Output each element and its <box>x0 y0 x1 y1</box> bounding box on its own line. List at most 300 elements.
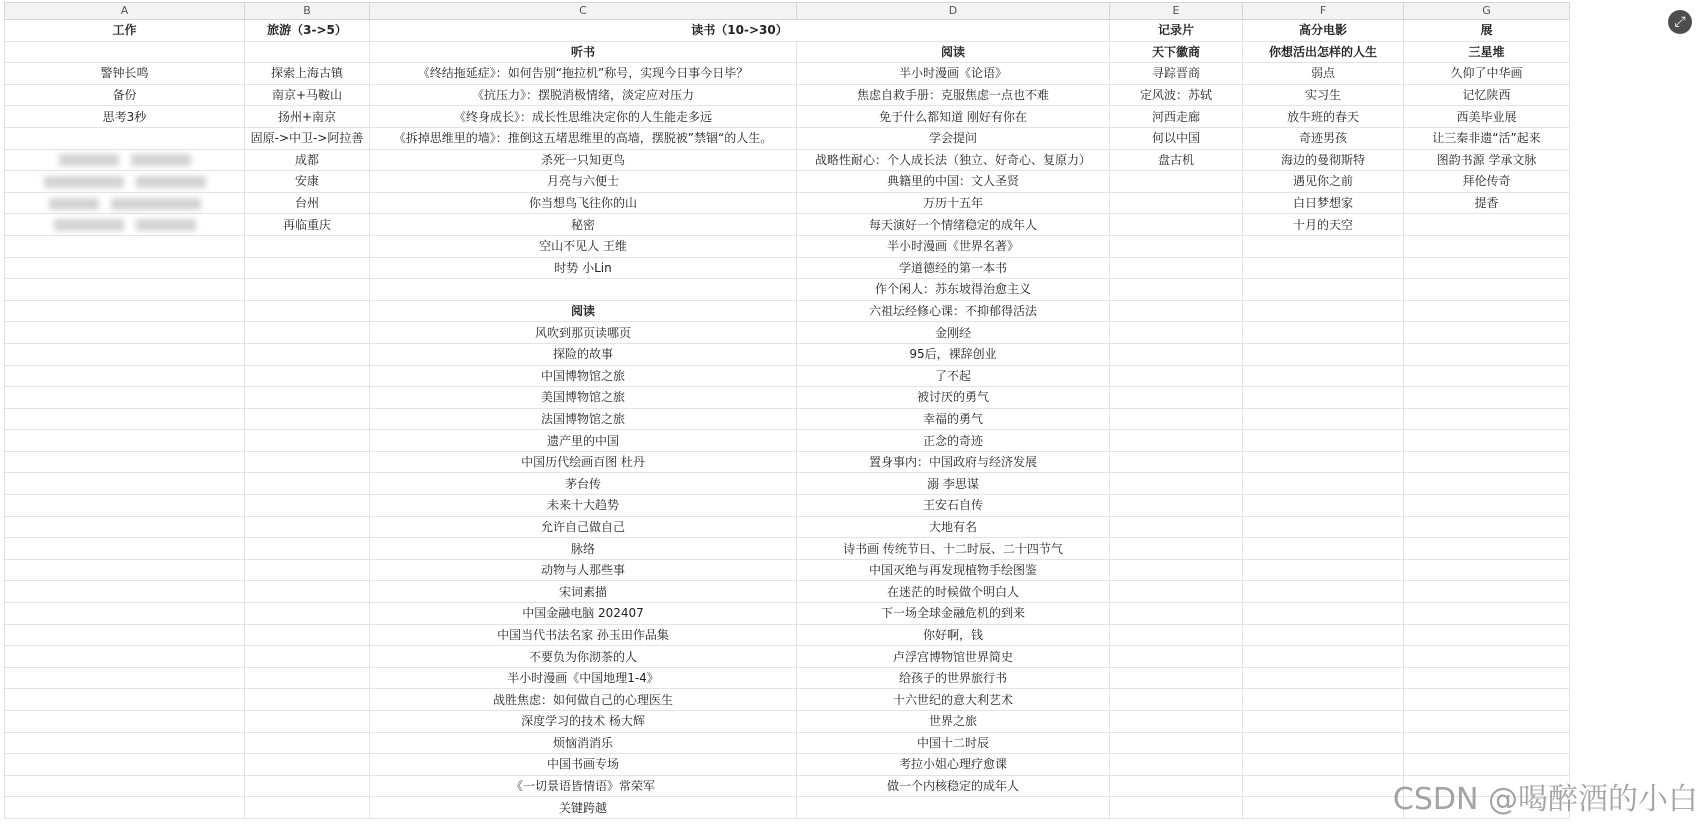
table-cell[interactable] <box>1110 624 1243 646</box>
table-cell[interactable] <box>1110 214 1243 236</box>
table-cell[interactable]: 中国当代书法名家 孙玉田作品集 <box>370 624 797 646</box>
table-cell[interactable] <box>245 797 370 819</box>
redacted-block <box>136 219 196 231</box>
table-cell[interactable] <box>5 41 245 63</box>
table-cell[interactable] <box>1243 387 1404 409</box>
table-cell[interactable] <box>245 689 370 711</box>
table-cell[interactable] <box>1110 387 1243 409</box>
table-cell[interactable]: 《抗压力》：摆脱消极情绪，淡定应对压力 <box>370 84 797 106</box>
table-cell[interactable] <box>5 624 245 646</box>
table-cell[interactable] <box>1404 516 1570 538</box>
table-cell[interactable]: 成都 <box>245 149 370 171</box>
table-cell[interactable] <box>5 235 245 257</box>
table-cell[interactable]: 遇见你之前 <box>1243 171 1404 193</box>
column-header[interactable]: G <box>1404 3 1570 20</box>
table-cell[interactable]: 茅台传 <box>370 473 797 495</box>
table-cell[interactable] <box>245 430 370 452</box>
table-cell[interactable] <box>1404 667 1570 689</box>
table-cell[interactable] <box>1243 451 1404 473</box>
table-cell[interactable]: 溺 李思谋 <box>797 473 1110 495</box>
table-row <box>5 387 1570 409</box>
table-cell[interactable] <box>1243 624 1404 646</box>
table-cell[interactable] <box>5 732 245 754</box>
table-cell[interactable] <box>245 235 370 257</box>
table-cell[interactable]: 未来十大趋势 <box>370 495 797 517</box>
table-cell[interactable]: 半小时漫画《中国地理1-4》 <box>370 667 797 689</box>
table-cell[interactable]: 定风波：苏轼 <box>1110 84 1243 106</box>
table-row <box>5 667 1570 689</box>
table-cell[interactable]: 你想活出怎样的人生 <box>1243 41 1404 63</box>
table-cell[interactable]: 95后，裸辞创业 <box>797 343 1110 365</box>
table-cell[interactable] <box>1110 408 1243 430</box>
table-cell[interactable]: 南京+马鞍山 <box>245 84 370 106</box>
table-row <box>5 797 1570 819</box>
table-cell[interactable] <box>5 797 245 819</box>
table-cell[interactable]: 中国书画专场 <box>370 754 797 776</box>
table-cell[interactable] <box>1110 257 1243 279</box>
table-cell[interactable] <box>5 516 245 538</box>
table-cell[interactable] <box>1110 775 1243 797</box>
table-cell[interactable]: 提香 <box>1404 192 1570 214</box>
table-cell[interactable] <box>1243 300 1404 322</box>
table-cell[interactable] <box>245 300 370 322</box>
table-cell[interactable] <box>1110 430 1243 452</box>
table-row <box>5 365 1570 387</box>
table-cell[interactable] <box>1243 797 1404 819</box>
column-header[interactable]: A <box>5 3 245 20</box>
table-cell[interactable]: 了不起 <box>797 365 1110 387</box>
table-cell[interactable] <box>245 581 370 603</box>
column-header[interactable]: D <box>797 3 1110 20</box>
table-cell[interactable] <box>1110 516 1243 538</box>
table-cell[interactable] <box>1243 581 1404 603</box>
table-cell[interactable] <box>1110 322 1243 344</box>
table-cell[interactable] <box>1110 279 1243 301</box>
table-cell[interactable]: 中国灭绝与再发现植物手绘图鉴 <box>797 559 1110 581</box>
table-cell[interactable] <box>1243 516 1404 538</box>
table-cell[interactable]: 扬州+南京 <box>245 106 370 128</box>
table-cell[interactable] <box>245 343 370 365</box>
table-cell[interactable]: 关键跨越 <box>370 797 797 819</box>
table-cell[interactable] <box>5 192 245 214</box>
table-cell[interactable] <box>1243 343 1404 365</box>
table-row <box>5 214 1570 236</box>
table-row <box>5 279 1570 301</box>
table-cell[interactable] <box>1404 538 1570 560</box>
table-cell[interactable]: 寻踪晋商 <box>1110 63 1243 85</box>
table-cell[interactable]: 弱点 <box>1243 63 1404 85</box>
table-cell[interactable]: 法国博物馆之旅 <box>370 408 797 430</box>
table-cell[interactable] <box>5 365 245 387</box>
header-cell-movies[interactable]: 高分电影 <box>1243 20 1404 42</box>
table-cell[interactable]: 十月的天空 <box>1243 214 1404 236</box>
table-cell[interactable] <box>1243 603 1404 625</box>
table-cell[interactable] <box>5 581 245 603</box>
table-row <box>5 646 1570 668</box>
table-cell[interactable] <box>5 495 245 517</box>
table-cell[interactable]: 你当想鸟飞往你的山 <box>370 192 797 214</box>
table-cell[interactable] <box>1110 538 1243 560</box>
table-cell[interactable] <box>245 41 370 63</box>
table-cell[interactable] <box>5 711 245 733</box>
table-cell[interactable]: 《拆掉思维里的墙》：推倒这五堵思维里的高墙，摆脱被”禁锢“的人生。 <box>370 127 797 149</box>
table-cell[interactable] <box>1110 171 1243 193</box>
table-cell[interactable] <box>1243 473 1404 495</box>
table-cell[interactable] <box>1404 754 1570 776</box>
table-cell[interactable]: 作个闲人：苏东坡得治愈主义 <box>797 279 1110 301</box>
table-cell[interactable] <box>245 279 370 301</box>
table-cell[interactable] <box>5 538 245 560</box>
table-cell[interactable]: 万历十五年 <box>797 192 1110 214</box>
table-cell[interactable]: 王安石自传 <box>797 495 1110 517</box>
table-cell[interactable] <box>5 451 245 473</box>
table-cell[interactable]: 《终身成长》：成长性思维决定你的人生能走多远 <box>370 106 797 128</box>
table-cell[interactable]: 图韵书源 学承文脉 <box>1404 149 1570 171</box>
table-cell[interactable]: 何以中国 <box>1110 127 1243 149</box>
table-cell[interactable] <box>245 451 370 473</box>
table-cell[interactable] <box>1243 559 1404 581</box>
table-cell[interactable] <box>1110 797 1243 819</box>
table-row <box>5 171 1570 193</box>
table-row <box>5 624 1570 646</box>
table-cell[interactable]: 学会提问 <box>797 127 1110 149</box>
table-cell[interactable] <box>5 171 245 193</box>
table-cell[interactable]: 焦虑自救手册：克服焦虑一点也不难 <box>797 84 1110 106</box>
table-row <box>5 408 1570 430</box>
table-cell[interactable] <box>1243 365 1404 387</box>
table-cell[interactable] <box>1243 689 1404 711</box>
table-cell[interactable] <box>5 343 245 365</box>
table-cell[interactable] <box>245 408 370 430</box>
table-cell[interactable]: 西美毕业展 <box>1404 106 1570 128</box>
table-cell[interactable]: 白日梦想家 <box>1243 192 1404 214</box>
table-row <box>5 343 1570 365</box>
table-cell[interactable] <box>1404 235 1570 257</box>
table-cell[interactable]: 盘古机 <box>1110 149 1243 171</box>
table-cell[interactable] <box>1243 279 1404 301</box>
table-cell[interactable]: 不要负为你沏茶的人 <box>370 646 797 668</box>
table-cell[interactable] <box>245 495 370 517</box>
table-cell[interactable]: 记忆陕西 <box>1404 84 1570 106</box>
table-cell[interactable] <box>1110 689 1243 711</box>
header-cell-travel[interactable]: 旅游（3->5） <box>245 20 370 42</box>
table-cell[interactable] <box>5 430 245 452</box>
table-cell[interactable]: 美国博物馆之旅 <box>370 387 797 409</box>
table-cell[interactable]: 固原->中卫->阿拉善 <box>245 127 370 149</box>
table-cell[interactable]: 探险的故事 <box>370 343 797 365</box>
table-cell[interactable]: 天下徽商 <box>1110 41 1243 63</box>
table-cell[interactable]: 思考3秒 <box>5 106 245 128</box>
table-cell[interactable]: 宋词素描 <box>370 581 797 603</box>
table-cell[interactable] <box>1243 667 1404 689</box>
table-row <box>5 127 1570 149</box>
table-cell[interactable]: 阅读 <box>797 41 1110 63</box>
table-cell[interactable] <box>370 279 797 301</box>
table-cell[interactable] <box>5 473 245 495</box>
table-cell[interactable]: 月亮与六便士 <box>370 171 797 193</box>
table-row <box>5 473 1570 495</box>
table-cell[interactable] <box>245 365 370 387</box>
table-cell[interactable]: 放牛班的春天 <box>1243 106 1404 128</box>
table-cell[interactable] <box>5 689 245 711</box>
table-cell[interactable] <box>5 279 245 301</box>
header-cell-documentary[interactable]: 记录片 <box>1110 20 1243 42</box>
table-cell[interactable]: 六祖坛经修心课：不抑郁得活法 <box>797 300 1110 322</box>
table-cell[interactable]: 《一切景语皆情语》常荣军 <box>370 775 797 797</box>
table-cell[interactable] <box>1110 711 1243 733</box>
table-cell[interactable]: 久仰了中华画 <box>1404 63 1570 85</box>
redacted-block <box>54 219 124 231</box>
table-row <box>5 451 1570 473</box>
table-cell[interactable]: 被讨厌的勇气 <box>797 387 1110 409</box>
table-cell[interactable] <box>1404 581 1570 603</box>
table-cell[interactable] <box>1404 732 1570 754</box>
table-cell[interactable] <box>245 516 370 538</box>
table-cell[interactable] <box>245 754 370 776</box>
table-cell[interactable]: 实习生 <box>1243 84 1404 106</box>
table-row <box>5 41 1570 63</box>
table-row <box>5 538 1570 560</box>
table-row <box>5 63 1570 85</box>
table-cell[interactable] <box>1110 451 1243 473</box>
table-cell[interactable]: 在迷茫的时候做个明白人 <box>797 581 1110 603</box>
table-cell[interactable] <box>1404 646 1570 668</box>
column-header[interactable]: F <box>1243 3 1404 20</box>
table-cell[interactable]: 金刚经 <box>797 322 1110 344</box>
table-cell[interactable] <box>1404 300 1570 322</box>
table-cell[interactable] <box>5 754 245 776</box>
table-cell[interactable]: 中国历代绘画百图 杜丹 <box>370 451 797 473</box>
table-cell[interactable]: 时势 小Lin <box>370 257 797 279</box>
redacted-block <box>111 198 201 210</box>
table-cell[interactable] <box>1243 538 1404 560</box>
table-cell[interactable] <box>1243 235 1404 257</box>
table-cell[interactable] <box>1110 646 1243 668</box>
table-cell[interactable] <box>1404 559 1570 581</box>
table-cell[interactable] <box>1404 257 1570 279</box>
table-row <box>5 257 1570 279</box>
table-cell[interactable] <box>1110 603 1243 625</box>
table-cell[interactable] <box>1404 430 1570 452</box>
table-cell[interactable]: 奇迹男孩 <box>1243 127 1404 149</box>
table-row <box>5 581 1570 603</box>
table-cell[interactable] <box>797 797 1110 819</box>
table-cell[interactable]: 战胜焦虑：如何做自己的心理医生 <box>370 689 797 711</box>
table-cell[interactable] <box>1243 495 1404 517</box>
table-cell[interactable] <box>1404 624 1570 646</box>
table-cell[interactable] <box>5 127 245 149</box>
table-cell[interactable] <box>245 646 370 668</box>
table-cell[interactable]: 战略性耐心：个人成长法（独立、好奇心、复原力） <box>797 149 1110 171</box>
table-cell[interactable] <box>5 408 245 430</box>
table-cell[interactable]: 中国十二时辰 <box>797 732 1110 754</box>
redacted-block <box>136 176 206 188</box>
column-header[interactable]: C <box>370 3 797 20</box>
header-cell-exhibition[interactable]: 展 <box>1404 20 1570 42</box>
table-cell[interactable] <box>1404 343 1570 365</box>
table-cell[interactable] <box>5 667 245 689</box>
table-cell[interactable] <box>245 473 370 495</box>
table-cell[interactable]: 让三秦非遗“活”起来 <box>1404 127 1570 149</box>
table-cell[interactable] <box>5 214 245 236</box>
table-cell[interactable]: 免于什么都知道 刚好有你在 <box>797 106 1110 128</box>
table-row <box>5 106 1570 128</box>
table-cell[interactable]: 十六世纪的意大利艺术 <box>797 689 1110 711</box>
title-row <box>5 20 1570 42</box>
table-cell[interactable]: 考拉小姐心理疗愈课 <box>797 754 1110 776</box>
table-row <box>5 559 1570 581</box>
table-cell[interactable] <box>245 624 370 646</box>
table-cell[interactable] <box>1243 754 1404 776</box>
table-cell[interactable]: 你好啊，钱 <box>797 624 1110 646</box>
table-cell[interactable] <box>1404 603 1570 625</box>
table-cell[interactable] <box>245 711 370 733</box>
table-cell[interactable]: 风吹到那页读哪页 <box>370 322 797 344</box>
table-cell[interactable]: 卢浮宫博物馆世界简史 <box>797 646 1110 668</box>
table-cell[interactable] <box>1110 754 1243 776</box>
table-cell[interactable] <box>1404 279 1570 301</box>
table-cell[interactable]: 阅读 <box>370 300 797 322</box>
table-cell[interactable] <box>1404 451 1570 473</box>
table-row <box>5 192 1570 214</box>
table-cell[interactable] <box>1404 473 1570 495</box>
header-cell-work[interactable]: 工作 <box>5 20 245 42</box>
table-cell[interactable] <box>1243 775 1404 797</box>
table-cell[interactable]: 动物与人那些事 <box>370 559 797 581</box>
table-row <box>5 516 1570 538</box>
table-cell[interactable] <box>1404 689 1570 711</box>
table-cell[interactable]: 给孩子的世界旅行书 <box>797 667 1110 689</box>
table-row <box>5 149 1570 171</box>
table-cell[interactable] <box>5 603 245 625</box>
table-cell[interactable] <box>1110 667 1243 689</box>
table-cell[interactable]: 再临重庆 <box>245 214 370 236</box>
redacted-block <box>44 176 124 188</box>
table-cell[interactable]: 幸福的勇气 <box>797 408 1110 430</box>
table-cell[interactable] <box>5 646 245 668</box>
table-cell[interactable]: 置身事内：中国政府与经济发展 <box>797 451 1110 473</box>
table-cell[interactable] <box>1110 495 1243 517</box>
table-cell[interactable]: 下一场全球金融危机的到来 <box>797 603 1110 625</box>
table-cell[interactable] <box>245 322 370 344</box>
table-cell[interactable] <box>1110 235 1243 257</box>
table-cell[interactable] <box>1110 300 1243 322</box>
table-cell[interactable]: 中国金融电脑 202407 <box>370 603 797 625</box>
table-cell[interactable] <box>1243 322 1404 344</box>
table-cell[interactable] <box>1110 365 1243 387</box>
table-row <box>5 495 1570 517</box>
table-cell[interactable] <box>245 775 370 797</box>
table-cell[interactable]: 中国博物馆之旅 <box>370 365 797 387</box>
table-cell[interactable]: 听书 <box>370 41 797 63</box>
table-cell[interactable]: 杀死一只知更鸟 <box>370 149 797 171</box>
table-cell[interactable] <box>1404 365 1570 387</box>
table-cell[interactable] <box>1404 387 1570 409</box>
table-cell[interactable]: 烦恼消消乐 <box>370 732 797 754</box>
expand-icon[interactable]: ⤢ <box>1668 10 1692 34</box>
table-cell[interactable]: 脉络 <box>370 538 797 560</box>
table-cell[interactable]: 允许自己做自己 <box>370 516 797 538</box>
table-cell[interactable]: 警钟长鸣 <box>5 63 245 85</box>
table-cell[interactable]: 《终结拖延症》：如何告别“拖拉机”称号，实现今日事今日毕？ <box>370 63 797 85</box>
table-cell[interactable] <box>1243 430 1404 452</box>
table-cell[interactable] <box>1404 495 1570 517</box>
table-row <box>5 235 1570 257</box>
table-cell[interactable] <box>5 775 245 797</box>
redacted-block <box>59 154 119 166</box>
table-cell[interactable] <box>1110 473 1243 495</box>
table-cell[interactable] <box>1243 646 1404 668</box>
table-cell[interactable] <box>245 732 370 754</box>
table-cell[interactable] <box>1404 322 1570 344</box>
table-cell[interactable]: 做一个内核稳定的成年人 <box>797 775 1110 797</box>
table-cell[interactable] <box>1243 257 1404 279</box>
table-cell[interactable]: 世界之旅 <box>797 711 1110 733</box>
column-header[interactable]: B <box>245 3 370 20</box>
table-row <box>5 603 1570 625</box>
table-cell[interactable]: 遗产里的中国 <box>370 430 797 452</box>
table-cell[interactable] <box>245 603 370 625</box>
table-cell[interactable] <box>5 149 245 171</box>
header-cell-reading[interactable]: 读书（10->30） <box>370 20 1110 42</box>
table-cell[interactable]: 秘密 <box>370 214 797 236</box>
table-cell[interactable]: 三星堆 <box>1404 41 1570 63</box>
column-header[interactable]: E <box>1110 3 1243 20</box>
table-cell[interactable] <box>245 667 370 689</box>
table-cell[interactable] <box>1110 559 1243 581</box>
table-cell[interactable]: 典籍里的中国：文人圣贤 <box>797 171 1110 193</box>
table-cell[interactable] <box>5 257 245 279</box>
table-cell[interactable] <box>5 559 245 581</box>
table-cell[interactable]: 河西走廊 <box>1110 106 1243 128</box>
table-cell[interactable] <box>1243 408 1404 430</box>
table-cell[interactable]: 空山不见人 王维 <box>370 235 797 257</box>
table-cell[interactable]: 备份 <box>5 84 245 106</box>
table-row <box>5 775 1570 797</box>
table-cell[interactable]: 深度学习的技术 杨大辉 <box>370 711 797 733</box>
table-cell[interactable]: 拜伦传奇 <box>1404 171 1570 193</box>
table-cell[interactable] <box>1110 581 1243 603</box>
table-cell[interactable]: 海边的曼彻斯特 <box>1243 149 1404 171</box>
table-cell[interactable]: 学道德经的第一本书 <box>797 257 1110 279</box>
table-cell[interactable]: 半小时漫画《论语》 <box>797 63 1110 85</box>
table-cell[interactable]: 每天演好一个情绪稳定的成年人 <box>797 214 1110 236</box>
table-cell[interactable]: 安康 <box>245 171 370 193</box>
table-cell[interactable] <box>1404 408 1570 430</box>
table-cell[interactable]: 大地有名 <box>797 516 1110 538</box>
table-cell[interactable] <box>5 387 245 409</box>
table-cell[interactable]: 半小时漫画《世界名著》 <box>797 235 1110 257</box>
watermark: CSDN @喝醉酒的小白 <box>1392 782 1698 817</box>
table-cell[interactable] <box>5 322 245 344</box>
table-cell[interactable] <box>1404 214 1570 236</box>
table-cell[interactable]: 诗书画 传统节日、十二时辰、二十四节气 <box>797 538 1110 560</box>
table-cell[interactable] <box>1110 343 1243 365</box>
table-cell[interactable] <box>1404 711 1570 733</box>
table-cell[interactable] <box>1243 732 1404 754</box>
table-cell[interactable] <box>245 387 370 409</box>
table-cell[interactable] <box>245 538 370 560</box>
table-cell[interactable] <box>245 257 370 279</box>
table-cell[interactable] <box>5 300 245 322</box>
table-cell[interactable]: 台州 <box>245 192 370 214</box>
table-cell[interactable] <box>1243 711 1404 733</box>
table-cell[interactable] <box>1110 192 1243 214</box>
table-cell[interactable]: 正念的奇迹 <box>797 430 1110 452</box>
table-cell[interactable] <box>245 559 370 581</box>
table-cell[interactable] <box>1110 732 1243 754</box>
table-cell[interactable]: 探索上海古镇 <box>245 63 370 85</box>
